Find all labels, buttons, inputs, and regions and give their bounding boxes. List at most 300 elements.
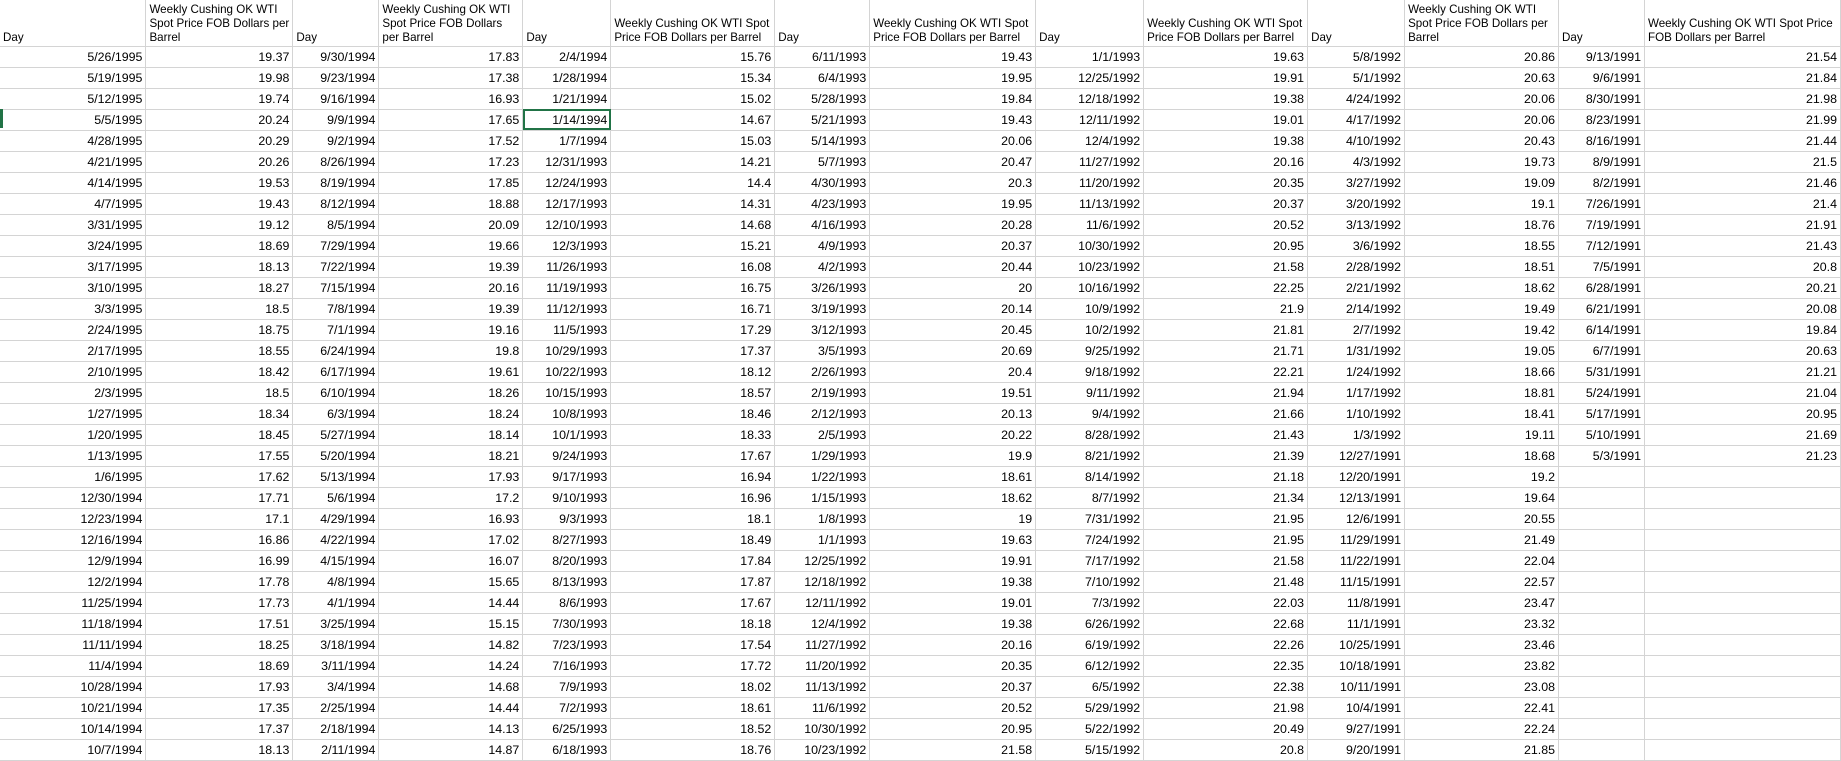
price-cell[interactable]: 20.95	[1144, 235, 1308, 256]
price-cell[interactable]: 22.41	[1405, 697, 1559, 718]
day-cell[interactable]: 7/22/1994	[293, 256, 379, 277]
day-cell[interactable]: 5/13/1994	[293, 466, 379, 487]
day-cell[interactable]: 5/24/1991	[1559, 382, 1645, 403]
price-cell[interactable]: 18.55	[146, 340, 293, 361]
day-cell[interactable]: 3/3/1995	[0, 298, 146, 319]
price-cell[interactable]: 20	[870, 277, 1036, 298]
day-cell[interactable]: 9/25/1992	[1036, 340, 1144, 361]
price-cell[interactable]: 21.23	[1644, 445, 1840, 466]
day-cell[interactable]	[1559, 676, 1645, 697]
price-cell[interactable]: 14.68	[611, 214, 775, 235]
day-cell[interactable]: 7/10/1992	[1036, 571, 1144, 592]
day-cell[interactable]	[1559, 634, 1645, 655]
day-cell[interactable]: 1/1/1993	[1036, 46, 1144, 67]
day-cell[interactable]: 5/12/1995	[0, 88, 146, 109]
price-cell[interactable]: 21.84	[1644, 67, 1840, 88]
day-cell[interactable]: 9/2/1994	[293, 130, 379, 151]
price-cell[interactable]: 18.5	[146, 298, 293, 319]
day-cell[interactable]: 5/14/1993	[775, 130, 870, 151]
price-cell[interactable]: 17.93	[146, 676, 293, 697]
price-cell[interactable]: 20.29	[146, 130, 293, 151]
price-cell[interactable]: 20.8	[1144, 739, 1308, 760]
day-cell[interactable]	[1559, 718, 1645, 739]
price-cell[interactable]: 22.68	[1144, 613, 1308, 634]
price-cell[interactable]: 17.2	[379, 487, 523, 508]
price-cell[interactable]: 20.63	[1644, 340, 1840, 361]
day-cell[interactable]: 1/6/1995	[0, 466, 146, 487]
day-cell[interactable]: 2/7/1992	[1308, 319, 1405, 340]
price-cell[interactable]: 22.38	[1144, 676, 1308, 697]
day-cell[interactable]: 9/3/1993	[523, 508, 611, 529]
price-cell[interactable]: 18.14	[379, 424, 523, 445]
price-cell[interactable]: 20.43	[1405, 130, 1559, 151]
day-cell[interactable]: 1/21/1994	[523, 88, 611, 109]
day-cell[interactable]: 3/17/1995	[0, 256, 146, 277]
price-cell[interactable]: 17.55	[146, 445, 293, 466]
price-cell[interactable]: 18.12	[611, 361, 775, 382]
price-cell[interactable]: 22.35	[1144, 655, 1308, 676]
day-cell[interactable]: 6/28/1991	[1559, 277, 1645, 298]
day-cell[interactable]: 11/12/1993	[523, 298, 611, 319]
price-cell[interactable]: 18.42	[146, 361, 293, 382]
price-cell[interactable]: 20.69	[870, 340, 1036, 361]
price-cell[interactable]: 18.62	[870, 487, 1036, 508]
price-cell[interactable]: 23.82	[1405, 655, 1559, 676]
price-cell[interactable]: 14.4	[611, 172, 775, 193]
day-cell[interactable]: 4/3/1992	[1308, 151, 1405, 172]
day-cell[interactable]: 7/12/1991	[1559, 235, 1645, 256]
day-cell[interactable]: 1/29/1993	[775, 445, 870, 466]
price-cell[interactable]: 14.44	[379, 592, 523, 613]
price-cell[interactable]: 18.52	[611, 718, 775, 739]
day-cell[interactable]	[1559, 508, 1645, 529]
day-cell[interactable]: 7/2/1993	[523, 697, 611, 718]
price-cell[interactable]: 17.93	[379, 466, 523, 487]
price-cell[interactable]	[1644, 550, 1840, 571]
day-cell[interactable]: 10/14/1994	[0, 718, 146, 739]
price-cell[interactable]: 21.85	[1405, 739, 1559, 760]
column-header-price[interactable]: Weekly Cushing OK WTI Spot Price FOB Dollars per Barrel	[870, 0, 1036, 46]
price-cell[interactable]: 20.37	[870, 676, 1036, 697]
price-cell[interactable]: 20.63	[1405, 67, 1559, 88]
day-cell[interactable]: 2/3/1995	[0, 382, 146, 403]
day-cell[interactable]: 11/19/1993	[523, 277, 611, 298]
price-cell[interactable]: 19.95	[870, 193, 1036, 214]
price-cell[interactable]: 17.29	[611, 319, 775, 340]
day-cell[interactable]: 11/22/1991	[1308, 550, 1405, 571]
column-header-day[interactable]: Day	[775, 0, 870, 46]
day-cell[interactable]: 2/11/1994	[293, 739, 379, 760]
day-cell[interactable]: 11/29/1991	[1308, 529, 1405, 550]
day-cell[interactable]: 9/10/1993	[523, 487, 611, 508]
price-cell[interactable]: 21.43	[1644, 235, 1840, 256]
day-cell[interactable]: 11/1/1991	[1308, 613, 1405, 634]
price-cell[interactable]: 17.35	[146, 697, 293, 718]
day-cell[interactable]: 2/4/1994	[523, 46, 611, 67]
day-cell[interactable]: 12/20/1991	[1308, 466, 1405, 487]
price-cell[interactable]: 19.49	[1405, 298, 1559, 319]
price-cell[interactable]: 18.61	[611, 697, 775, 718]
selected-cell[interactable]: 1/14/1994	[523, 109, 611, 130]
day-cell[interactable]: 4/8/1994	[293, 571, 379, 592]
price-cell[interactable]: 20.26	[146, 151, 293, 172]
day-cell[interactable]: 6/21/1991	[1559, 298, 1645, 319]
price-cell[interactable]: 21.54	[1644, 46, 1840, 67]
price-cell[interactable]: 23.46	[1405, 634, 1559, 655]
day-cell[interactable]: 10/29/1993	[523, 340, 611, 361]
day-cell[interactable]: 9/11/1992	[1036, 382, 1144, 403]
price-cell[interactable]: 21.44	[1644, 130, 1840, 151]
day-cell[interactable]: 8/16/1991	[1559, 130, 1645, 151]
price-cell[interactable]	[1644, 613, 1840, 634]
price-cell[interactable]: 18.13	[146, 739, 293, 760]
price-cell[interactable]: 20.16	[1144, 151, 1308, 172]
price-cell[interactable]: 21.95	[1144, 508, 1308, 529]
price-cell[interactable]: 20.47	[870, 151, 1036, 172]
day-cell[interactable]: 10/18/1991	[1308, 655, 1405, 676]
column-header-day[interactable]: Day	[1036, 0, 1144, 46]
price-cell[interactable]: 17.23	[379, 151, 523, 172]
price-cell[interactable]	[1644, 466, 1840, 487]
price-cell[interactable]: 21.46	[1644, 172, 1840, 193]
day-cell[interactable]: 8/30/1991	[1559, 88, 1645, 109]
price-cell[interactable]: 21.04	[1644, 382, 1840, 403]
price-cell[interactable]: 19.38	[870, 571, 1036, 592]
day-cell[interactable]: 6/19/1992	[1036, 634, 1144, 655]
price-cell[interactable]: 18.88	[379, 193, 523, 214]
column-header-price[interactable]: Weekly Cushing OK WTI Spot Price FOB Dollars per Barrel	[379, 0, 523, 46]
price-cell[interactable]: 19.1	[1405, 193, 1559, 214]
price-cell[interactable]: 17.73	[146, 592, 293, 613]
day-cell[interactable]: 11/4/1994	[0, 655, 146, 676]
day-cell[interactable]	[1559, 739, 1645, 760]
day-cell[interactable]: 8/19/1994	[293, 172, 379, 193]
price-cell[interactable]: 19.61	[379, 361, 523, 382]
price-cell[interactable]: 22.57	[1405, 571, 1559, 592]
price-cell[interactable]: 21.43	[1144, 424, 1308, 445]
day-cell[interactable]: 7/16/1993	[523, 655, 611, 676]
day-cell[interactable]: 12/30/1994	[0, 487, 146, 508]
price-cell[interactable]: 20.08	[1644, 298, 1840, 319]
price-cell[interactable]: 20.09	[379, 214, 523, 235]
price-cell[interactable]: 17.38	[379, 67, 523, 88]
day-cell[interactable]: 2/14/1992	[1308, 298, 1405, 319]
day-cell[interactable]	[1559, 550, 1645, 571]
day-cell[interactable]: 9/6/1991	[1559, 67, 1645, 88]
day-cell[interactable]: 6/14/1991	[1559, 319, 1645, 340]
price-cell[interactable]: 21.95	[1144, 529, 1308, 550]
day-cell[interactable]: 4/1/1994	[293, 592, 379, 613]
day-cell[interactable]: 10/23/1992	[1036, 256, 1144, 277]
day-cell[interactable]: 11/26/1993	[523, 256, 611, 277]
price-cell[interactable]: 15.76	[611, 46, 775, 67]
price-cell[interactable]: 18.33	[611, 424, 775, 445]
price-cell[interactable]: 20.3	[870, 172, 1036, 193]
day-cell[interactable]: 7/9/1993	[523, 676, 611, 697]
day-cell[interactable]: 12/10/1993	[523, 214, 611, 235]
day-cell[interactable]: 5/19/1995	[0, 67, 146, 88]
price-cell[interactable]: 19.39	[379, 256, 523, 277]
day-cell[interactable]: 12/11/1992	[775, 592, 870, 613]
price-cell[interactable]: 17.02	[379, 529, 523, 550]
day-cell[interactable]: 10/11/1991	[1308, 676, 1405, 697]
price-cell[interactable]: 21.21	[1644, 361, 1840, 382]
price-cell[interactable]: 19.95	[870, 67, 1036, 88]
price-cell[interactable]	[1644, 718, 1840, 739]
day-cell[interactable]: 12/24/1993	[523, 172, 611, 193]
day-cell[interactable]: 12/16/1994	[0, 529, 146, 550]
price-cell[interactable]: 20.55	[1405, 508, 1559, 529]
price-cell[interactable]: 20.06	[1405, 109, 1559, 130]
day-cell[interactable]: 11/6/1992	[775, 697, 870, 718]
day-cell[interactable]: 2/12/1993	[775, 403, 870, 424]
day-cell[interactable]: 4/10/1992	[1308, 130, 1405, 151]
day-cell[interactable]: 4/14/1995	[0, 172, 146, 193]
day-cell[interactable]: 8/28/1992	[1036, 424, 1144, 445]
day-cell[interactable]: 1/20/1995	[0, 424, 146, 445]
price-cell[interactable]: 18.45	[146, 424, 293, 445]
day-cell[interactable]: 12/13/1991	[1308, 487, 1405, 508]
day-cell[interactable]: 6/11/1993	[775, 46, 870, 67]
price-cell[interactable]: 19	[870, 508, 1036, 529]
day-cell[interactable]: 9/17/1993	[523, 466, 611, 487]
day-cell[interactable]: 1/8/1993	[775, 508, 870, 529]
price-cell[interactable]: 16.75	[611, 277, 775, 298]
day-cell[interactable]: 9/4/1992	[1036, 403, 1144, 424]
price-cell[interactable]: 20.16	[870, 634, 1036, 655]
price-cell[interactable]: 21.66	[1144, 403, 1308, 424]
day-cell[interactable]: 11/5/1993	[523, 319, 611, 340]
price-cell[interactable]: 21.9	[1144, 298, 1308, 319]
day-cell[interactable]: 3/20/1992	[1308, 193, 1405, 214]
price-cell[interactable]: 22.25	[1144, 277, 1308, 298]
day-cell[interactable]: 8/9/1991	[1559, 151, 1645, 172]
day-cell[interactable]: 4/15/1994	[293, 550, 379, 571]
day-cell[interactable]: 2/5/1993	[775, 424, 870, 445]
day-cell[interactable]: 5/20/1994	[293, 445, 379, 466]
day-cell[interactable]	[1559, 592, 1645, 613]
day-cell[interactable]	[1559, 655, 1645, 676]
day-cell[interactable]: 5/5/1995	[0, 109, 146, 130]
price-cell[interactable]	[1644, 529, 1840, 550]
day-cell[interactable]: 4/23/1993	[775, 193, 870, 214]
day-cell[interactable]: 5/29/1992	[1036, 697, 1144, 718]
price-cell[interactable]	[1644, 571, 1840, 592]
price-cell[interactable]: 14.68	[379, 676, 523, 697]
price-cell[interactable]: 21.71	[1144, 340, 1308, 361]
day-cell[interactable]: 11/15/1991	[1308, 571, 1405, 592]
price-cell[interactable]: 16.08	[611, 256, 775, 277]
day-cell[interactable]: 8/14/1992	[1036, 466, 1144, 487]
price-cell[interactable]: 21.69	[1644, 424, 1840, 445]
price-cell[interactable]: 19.91	[1144, 67, 1308, 88]
day-cell[interactable]: 1/17/1992	[1308, 382, 1405, 403]
day-cell[interactable]: 3/6/1992	[1308, 235, 1405, 256]
day-cell[interactable]: 12/18/1992	[775, 571, 870, 592]
day-cell[interactable]: 8/12/1994	[293, 193, 379, 214]
price-cell[interactable]: 18.02	[611, 676, 775, 697]
day-cell[interactable]: 6/7/1991	[1559, 340, 1645, 361]
price-cell[interactable]: 19.91	[870, 550, 1036, 571]
price-cell[interactable]: 14.13	[379, 718, 523, 739]
day-cell[interactable]: 4/17/1992	[1308, 109, 1405, 130]
price-cell[interactable]	[1644, 592, 1840, 613]
price-cell[interactable]: 19.01	[1144, 109, 1308, 130]
day-cell[interactable]: 11/20/1992	[1036, 172, 1144, 193]
price-cell[interactable]: 19.37	[146, 46, 293, 67]
price-cell[interactable]: 18.26	[379, 382, 523, 403]
price-cell[interactable]: 18.61	[870, 466, 1036, 487]
day-cell[interactable]: 5/8/1992	[1308, 46, 1405, 67]
price-cell[interactable]: 21.5	[1644, 151, 1840, 172]
price-cell[interactable]: 23.47	[1405, 592, 1559, 613]
price-cell[interactable]: 17.78	[146, 571, 293, 592]
day-cell[interactable]: 3/18/1994	[293, 634, 379, 655]
price-cell[interactable]: 17.54	[611, 634, 775, 655]
day-cell[interactable]: 1/7/1994	[523, 130, 611, 151]
day-cell[interactable]: 7/24/1992	[1036, 529, 1144, 550]
day-cell[interactable]: 4/21/1995	[0, 151, 146, 172]
day-cell[interactable]: 3/10/1995	[0, 277, 146, 298]
day-cell[interactable]: 12/2/1994	[0, 571, 146, 592]
day-cell[interactable]: 4/2/1993	[775, 256, 870, 277]
price-cell[interactable]: 17.72	[611, 655, 775, 676]
column-header-day[interactable]: Day	[523, 0, 611, 46]
price-cell[interactable]: 17.85	[379, 172, 523, 193]
price-cell[interactable]: 21.58	[1144, 550, 1308, 571]
price-cell[interactable]: 14.87	[379, 739, 523, 760]
price-cell[interactable]: 21.58	[1144, 256, 1308, 277]
day-cell[interactable]: 10/4/1991	[1308, 697, 1405, 718]
day-cell[interactable]: 12/27/1991	[1308, 445, 1405, 466]
price-cell[interactable]: 18.75	[146, 319, 293, 340]
price-cell[interactable]: 17.65	[379, 109, 523, 130]
day-cell[interactable]: 12/4/1992	[775, 613, 870, 634]
price-cell[interactable]: 20.24	[146, 109, 293, 130]
price-cell[interactable]: 19.16	[379, 319, 523, 340]
price-cell[interactable]: 20.4	[870, 361, 1036, 382]
price-cell[interactable]: 21.91	[1644, 214, 1840, 235]
column-header-price[interactable]: Weekly Cushing OK WTI Spot Price FOB Dollars per Barrel	[1144, 0, 1308, 46]
price-cell[interactable]: 19.01	[870, 592, 1036, 613]
price-cell[interactable]: 20.16	[379, 277, 523, 298]
price-cell[interactable]: 15.03	[611, 130, 775, 151]
day-cell[interactable]: 10/16/1992	[1036, 277, 1144, 298]
day-cell[interactable]: 11/20/1992	[775, 655, 870, 676]
day-cell[interactable]: 8/23/1991	[1559, 109, 1645, 130]
day-cell[interactable]: 4/30/1993	[775, 172, 870, 193]
day-cell[interactable]: 1/1/1993	[775, 529, 870, 550]
price-cell[interactable]: 21.99	[1644, 109, 1840, 130]
price-cell[interactable]: 15.15	[379, 613, 523, 634]
day-cell[interactable]: 11/6/1992	[1036, 214, 1144, 235]
day-cell[interactable]: 3/19/1993	[775, 298, 870, 319]
price-cell[interactable]: 14.31	[611, 193, 775, 214]
day-cell[interactable]: 5/17/1991	[1559, 403, 1645, 424]
day-cell[interactable]: 12/4/1992	[1036, 130, 1144, 151]
price-cell[interactable]: 17.51	[146, 613, 293, 634]
price-cell[interactable]: 15.65	[379, 571, 523, 592]
day-cell[interactable]: 6/5/1992	[1036, 676, 1144, 697]
price-cell[interactable]: 20.28	[870, 214, 1036, 235]
day-cell[interactable]	[1559, 613, 1645, 634]
column-header-day[interactable]: Day	[1559, 0, 1645, 46]
day-cell[interactable]: 3/24/1995	[0, 235, 146, 256]
day-cell[interactable]: 1/22/1993	[775, 466, 870, 487]
day-cell[interactable]: 10/21/1994	[0, 697, 146, 718]
day-cell[interactable]: 9/27/1991	[1308, 718, 1405, 739]
day-cell[interactable]: 5/15/1992	[1036, 739, 1144, 760]
day-cell[interactable]: 5/6/1994	[293, 487, 379, 508]
price-cell[interactable]: 19.64	[1405, 487, 1559, 508]
price-cell[interactable]: 20.49	[1144, 718, 1308, 739]
price-cell[interactable]: 14.24	[379, 655, 523, 676]
price-cell[interactable]: 18.69	[146, 235, 293, 256]
day-cell[interactable]: 7/19/1991	[1559, 214, 1645, 235]
price-cell[interactable]: 16.99	[146, 550, 293, 571]
price-cell[interactable]: 17.87	[611, 571, 775, 592]
price-cell[interactable]: 21.81	[1144, 319, 1308, 340]
day-cell[interactable]: 1/24/1992	[1308, 361, 1405, 382]
day-cell[interactable]: 8/20/1993	[523, 550, 611, 571]
column-header-price[interactable]: Weekly Cushing OK WTI Spot Price FOB Dollars per Barrel	[1405, 0, 1559, 46]
column-header-day[interactable]: Day	[293, 0, 379, 46]
price-cell[interactable]: 22.03	[1144, 592, 1308, 613]
price-cell[interactable]: 18.81	[1405, 382, 1559, 403]
day-cell[interactable]: 8/21/1992	[1036, 445, 1144, 466]
day-cell[interactable]: 10/1/1993	[523, 424, 611, 445]
day-cell[interactable]: 11/18/1994	[0, 613, 146, 634]
day-cell[interactable]: 11/13/1992	[775, 676, 870, 697]
day-cell[interactable]: 4/7/1995	[0, 193, 146, 214]
day-cell[interactable]: 6/3/1994	[293, 403, 379, 424]
column-header-price[interactable]: Weekly Cushing OK WTI Spot Price FOB Dollars per Barrel	[611, 0, 775, 46]
day-cell[interactable]	[1559, 529, 1645, 550]
day-cell[interactable]: 2/28/1992	[1308, 256, 1405, 277]
day-cell[interactable]	[1559, 571, 1645, 592]
price-cell[interactable]	[1644, 676, 1840, 697]
day-cell[interactable]: 2/19/1993	[775, 382, 870, 403]
price-cell[interactable]: 19.84	[870, 88, 1036, 109]
day-cell[interactable]: 10/2/1992	[1036, 319, 1144, 340]
day-cell[interactable]: 9/13/1991	[1559, 46, 1645, 67]
day-cell[interactable]: 12/25/1992	[775, 550, 870, 571]
day-cell[interactable]: 5/10/1991	[1559, 424, 1645, 445]
price-cell[interactable]: 19.51	[870, 382, 1036, 403]
price-cell[interactable]: 21.49	[1405, 529, 1559, 550]
price-cell[interactable]: 19.43	[870, 46, 1036, 67]
price-cell[interactable]: 18.21	[379, 445, 523, 466]
price-cell[interactable]: 22.04	[1405, 550, 1559, 571]
day-cell[interactable]: 9/9/1994	[293, 109, 379, 130]
price-cell[interactable]: 20.8	[1644, 256, 1840, 277]
price-cell[interactable]: 20.06	[1405, 88, 1559, 109]
day-cell[interactable]: 4/29/1994	[293, 508, 379, 529]
price-cell[interactable]: 18.66	[1405, 361, 1559, 382]
price-cell[interactable]: 18.5	[146, 382, 293, 403]
price-cell[interactable]: 14.21	[611, 151, 775, 172]
price-cell[interactable]: 20.22	[870, 424, 1036, 445]
price-cell[interactable]	[1644, 487, 1840, 508]
price-cell[interactable]: 20.13	[870, 403, 1036, 424]
price-cell[interactable]: 20.95	[870, 718, 1036, 739]
day-cell[interactable]: 9/16/1994	[293, 88, 379, 109]
day-cell[interactable]: 4/22/1994	[293, 529, 379, 550]
price-cell[interactable]: 21.48	[1144, 571, 1308, 592]
column-header-price[interactable]: Weekly Cushing OK WTI Spot Price FOB Dollars per Barrel	[1644, 0, 1840, 46]
day-cell[interactable]: 1/13/1995	[0, 445, 146, 466]
price-cell[interactable]: 19.8	[379, 340, 523, 361]
